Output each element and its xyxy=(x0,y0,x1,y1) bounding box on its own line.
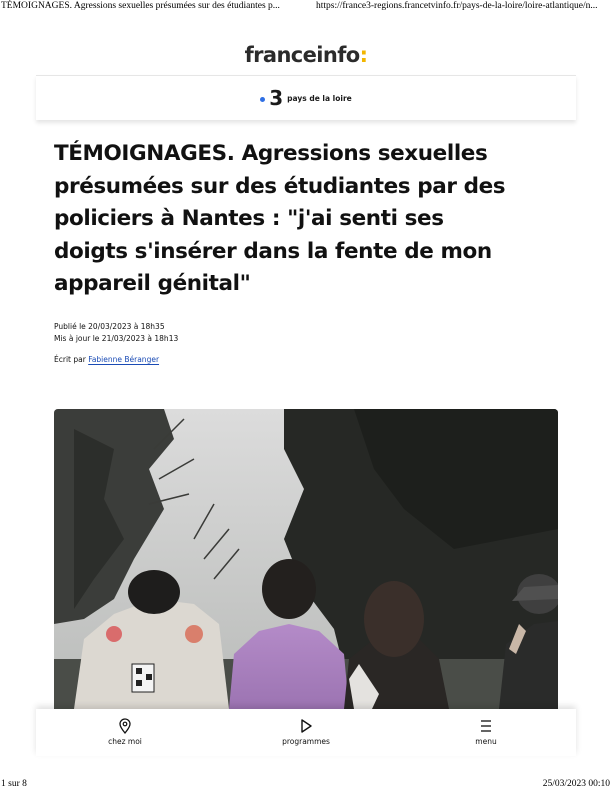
play-icon xyxy=(299,718,313,734)
print-page-number: 1 sur 8 xyxy=(1,779,27,789)
print-footer xyxy=(0,778,612,792)
author-line xyxy=(54,354,159,365)
updated-date: Mis à jour le 21/03/2023 à 18h13 xyxy=(54,334,179,343)
article-title: TÉMOIGNAGES. Agressions sexuelles présumées sur des étudiantes par des policiers à Nantes : "j'ai senti ses doigts s'insérer dans la fente de mon appareil génital" xyxy=(54,141,506,296)
logo-text: franceinfo xyxy=(244,43,360,67)
region-name: pays de la loire xyxy=(287,94,352,103)
france3-region-logo[interactable] xyxy=(260,88,351,108)
photo-illustration xyxy=(54,409,558,709)
region-number: 3 xyxy=(269,86,284,110)
published-date: Publié le 20/03/2023 à 18h35 xyxy=(54,322,165,331)
bottom-nav xyxy=(36,709,576,756)
location-pin-icon xyxy=(119,718,131,734)
print-header xyxy=(0,0,612,14)
author-prefix: Écrit par xyxy=(54,355,86,364)
nav-label-menu: menu xyxy=(475,737,497,746)
logo-colon: : xyxy=(359,43,368,67)
nav-menu[interactable] xyxy=(441,718,531,746)
region-dot-icon xyxy=(260,97,265,102)
nav-label-chez-moi: chez moi xyxy=(108,737,142,746)
franceinfo-logo[interactable] xyxy=(0,43,612,67)
region-bar xyxy=(36,75,576,120)
print-date: 25/03/2023 00:10 xyxy=(542,779,610,789)
print-page-title: TÉMOIGNAGES. Agressions sexuelles présumées sur des étudiantes p... xyxy=(1,1,280,11)
hamburger-menu-icon xyxy=(479,718,493,734)
article-photo xyxy=(54,409,558,709)
nav-chez-moi[interactable] xyxy=(80,718,170,746)
author-link[interactable]: Fabienne Béranger xyxy=(88,355,160,364)
nav-label-programmes: programmes xyxy=(282,737,330,746)
nav-programmes[interactable] xyxy=(261,718,351,746)
print-page-url: https://france3-regions.francetvinfo.fr/pays-de-la-loire/loire-atlantique/n... xyxy=(316,1,598,11)
